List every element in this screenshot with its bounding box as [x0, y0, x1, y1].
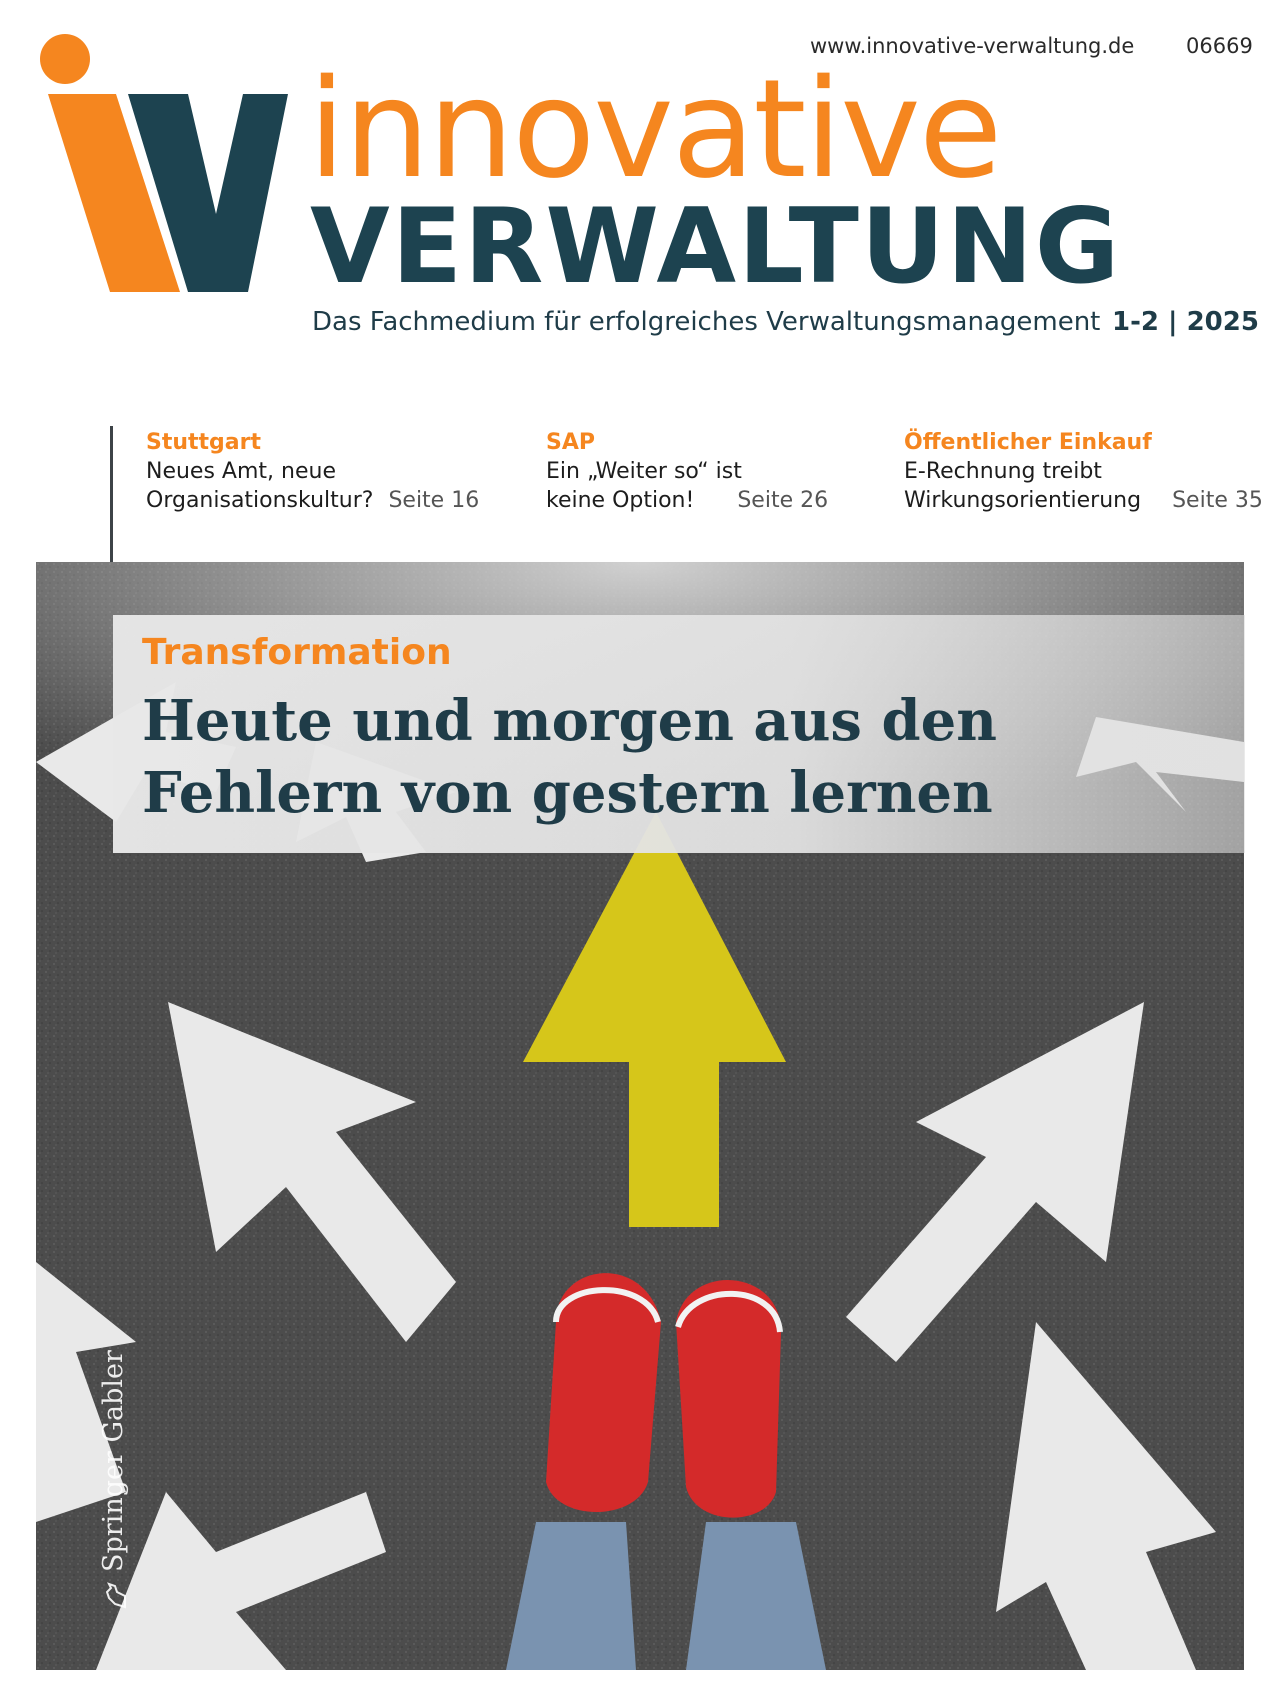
teaser-line: Wirkungsorientierung	[904, 488, 1142, 513]
teaser-line: Ein „Weiter so“ ist	[546, 459, 742, 484]
issn-number: 06669	[1186, 34, 1253, 58]
teaser-kicker: Stuttgart	[146, 430, 262, 455]
teaser-page: Seite 16	[388, 488, 480, 513]
publisher-logo	[98, 1350, 129, 1610]
red-shoe-left	[546, 1273, 661, 1512]
teaser-line: Organisationskultur?	[146, 488, 374, 513]
teaser-line-with-page	[904, 486, 1280, 515]
website-url: www.innovative-verwaltung.de	[810, 34, 1135, 58]
teaser-sap[interactable]	[546, 428, 926, 515]
teaser-line-with-page	[146, 486, 526, 515]
teaser-line-with-page	[546, 486, 926, 515]
cover-section-kicker: Transformation	[142, 632, 452, 673]
cover-headline-line: Heute und morgen aus den	[142, 688, 997, 754]
iv-logo-icon	[38, 34, 288, 292]
teaser-divider	[110, 426, 113, 580]
teaser-kicker: SAP	[546, 430, 595, 455]
teaser-line: E-Rechnung treibt	[904, 459, 1102, 484]
teaser-page: Seite 35	[1172, 488, 1263, 513]
teaser-page: Seite 26	[737, 488, 829, 513]
springer-horse-icon	[103, 1582, 127, 1610]
tagline: Das Fachmedium für erfolgreiches Verwaltungsmanagement	[312, 307, 1101, 337]
teaser-line: keine Option!	[546, 488, 695, 513]
cover-headline[interactable]	[142, 685, 1142, 829]
cover-headline-line: Fehlern von gestern lernen	[142, 760, 993, 826]
teaser-line: Neues Amt, neue	[146, 459, 336, 484]
teaser-kicker: Öffentlicher Einkauf	[904, 430, 1152, 455]
teaser-stuttgart[interactable]	[146, 428, 526, 515]
red-shoe-right	[676, 1280, 781, 1518]
teaser-einkauf[interactable]	[904, 428, 1280, 515]
magazine-title-verwaltung: VERWALTUNG	[310, 187, 1122, 307]
issue-number: 1-2 | 2025	[1112, 307, 1259, 337]
magazine-title-innovative: innovative	[308, 51, 1001, 209]
publisher-name: Springer Gabler	[98, 1350, 129, 1572]
